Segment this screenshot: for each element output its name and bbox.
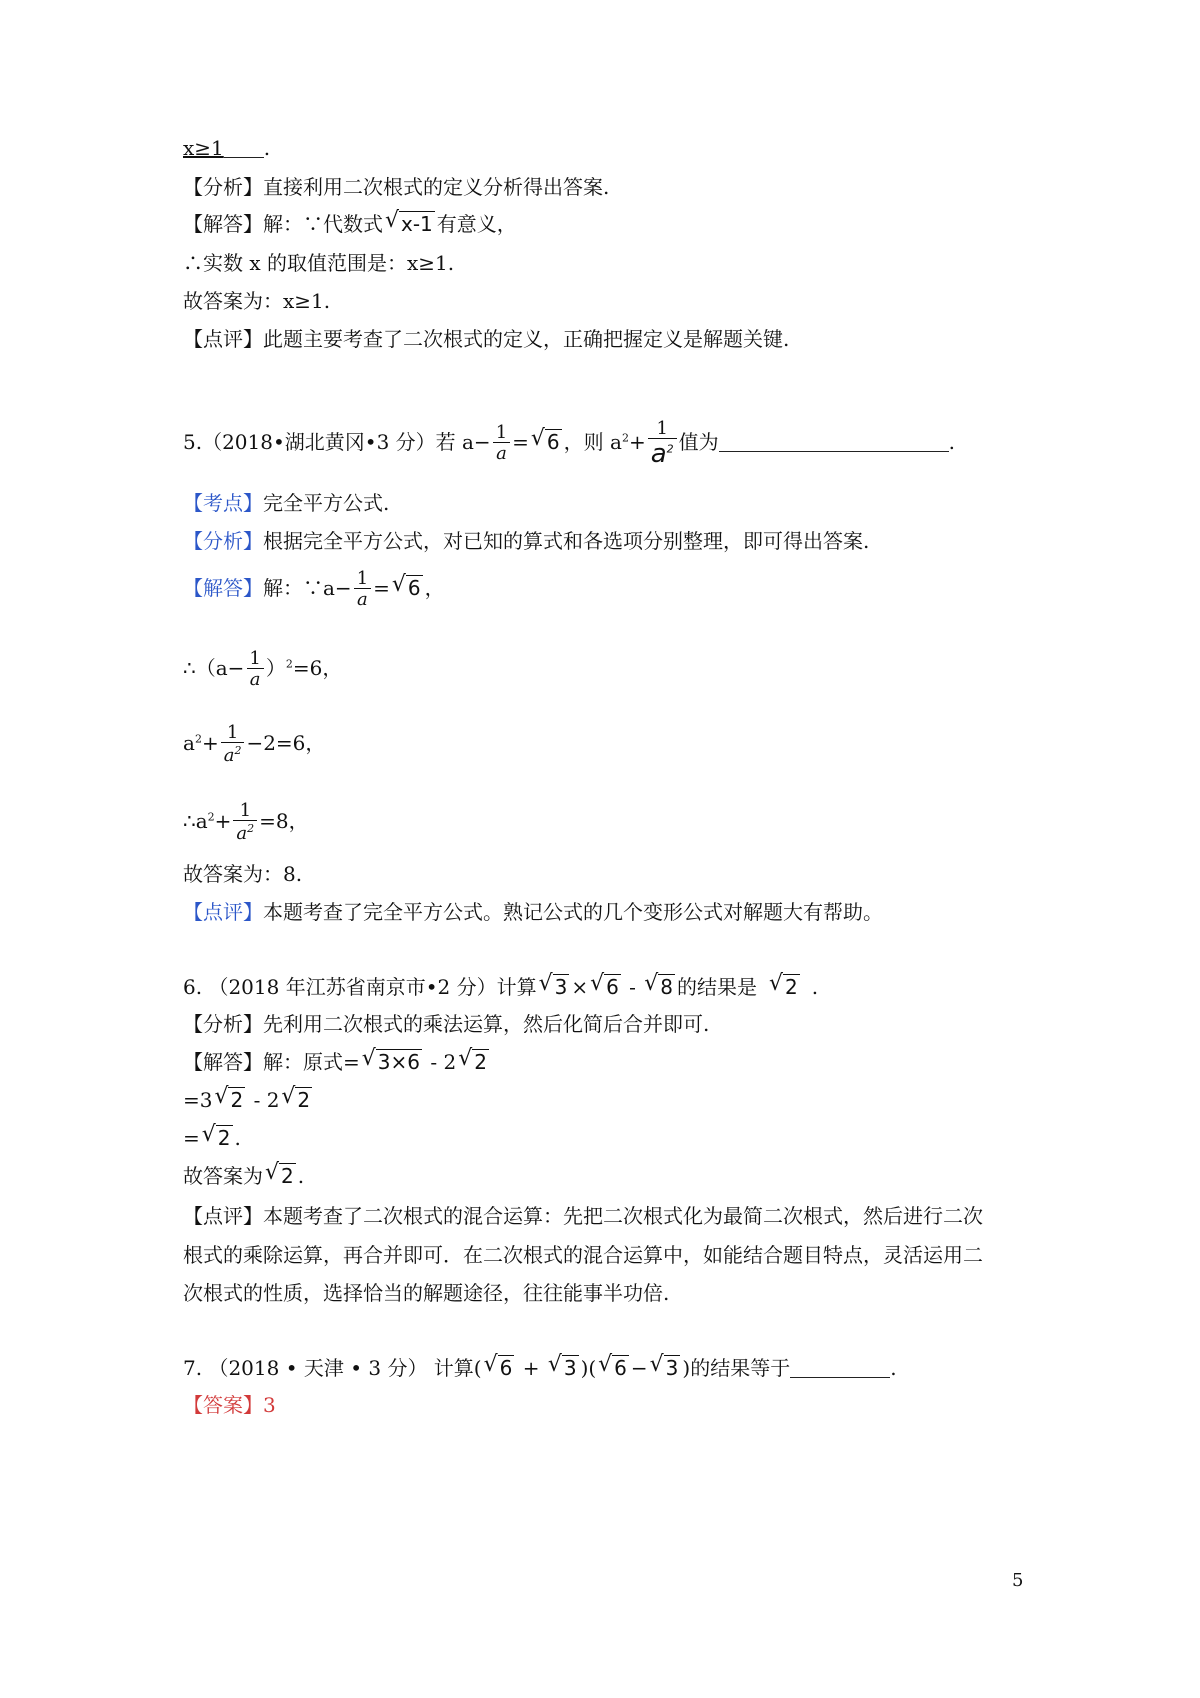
q4-solution (183, 210, 517, 238)
q6-question (183, 973, 818, 1001)
q5-sqrt (531, 428, 562, 456)
q5-rad: 6 (546, 430, 560, 454)
q5-frac (493, 424, 510, 463)
q7-sqrt-c (598, 1354, 629, 1382)
q5-answer: 故答案为：8. (183, 862, 303, 886)
q5-step3-densup: 2 (247, 822, 255, 835)
q4-analysis-tag: 【分析】 (183, 175, 263, 199)
q6-step1-rad: 2 (230, 1088, 244, 1112)
q5-step3 (183, 802, 309, 843)
q5-plus: + (628, 430, 646, 454)
q6-sol-mid: - 2 (423, 1050, 457, 1074)
q6-step1-sqrt (214, 1086, 245, 1114)
q5-blank (719, 431, 949, 452)
q6-step1-sqrt2 (281, 1086, 312, 1114)
q5-sol-sqrt (392, 574, 423, 602)
q7-rad-c: 6 (614, 1356, 627, 1380)
q5-step3-num: 1 (239, 800, 252, 821)
q5-analysis-text: 根据完全平方公式，对已知的算式和各选项分别整理，即可得出答案. (263, 529, 870, 553)
q6-answer-sqrt (769, 973, 800, 1001)
q7-rad-b: 3 (563, 1356, 577, 1380)
q5-step2-den: a (223, 745, 235, 766)
q6-answer-rad2: 2 (281, 1164, 294, 1188)
q5-sol-frac-den: a (354, 588, 371, 609)
q6-step1-a: =3 (183, 1088, 213, 1112)
q6-rad-c: 8 (660, 975, 674, 999)
q6-step2 (183, 1124, 241, 1152)
q4-sqrt (385, 210, 435, 238)
q6-comment-line2: 根式的乘除运算，再合并即可．在二次根式的混合运算中，如能结合题目特点，灵活运用二 (183, 1243, 983, 1267)
q5-step1-den: a (247, 668, 264, 689)
q6-sqrt-a (539, 973, 570, 1001)
q5-step2-frac (221, 724, 245, 765)
q5-solution-tag: 【解答】 (183, 576, 263, 600)
q5-step3-c: =8， (259, 809, 309, 833)
q7-answer-tag: 【答案】 (183, 1393, 263, 1417)
q5-step2-a: a (183, 731, 195, 755)
q7-blank (790, 1357, 890, 1378)
q6-step1 (183, 1086, 314, 1114)
q5-analysis (183, 527, 869, 555)
q4-solution-prefix: 解：∵代数式 (263, 212, 383, 236)
q6-answer-fill (757, 975, 812, 999)
q5-comment-tag: 【点评】 (183, 900, 263, 924)
q5-sol-eq: = (373, 576, 390, 600)
q5-step2-num: 1 (226, 722, 239, 743)
q7-question (183, 1354, 897, 1382)
q5-step1-num: 1 (249, 648, 261, 669)
q6-answer-rad: 2 (785, 975, 798, 999)
q5-step2-c: −2=6， (246, 731, 326, 755)
q5-step1-a: ∴（a− (183, 656, 245, 680)
q6-step2-rad: 2 (217, 1126, 231, 1150)
q6-answer2-sqrt (265, 1162, 296, 1190)
q6-sol-rad2: 2 (474, 1050, 487, 1074)
q5-sol-end: ， (424, 576, 445, 600)
q4-analysis-text: 直接利用二次根式的定义分析得出答案. (263, 175, 610, 199)
q6-solution (183, 1048, 491, 1076)
q6-end: . (811, 975, 819, 999)
q5-comment-text: 本题考查了完全平方公式。熟记公式的几个变形公式对解题大有帮助。 (263, 900, 883, 924)
q4-radicand: x-1 (401, 212, 433, 236)
q7-sqrt-b (548, 1354, 579, 1382)
q5-sol-frac (354, 570, 371, 609)
q5-frac2-den: a (650, 439, 667, 469)
q7-mid: )( (580, 1356, 597, 1380)
q5-step3-frac (233, 802, 257, 843)
q6-comment-text1: 本题考查了二次根式的混合运算：先把二次根式化为最简二次根式，然后进行二次 (263, 1204, 983, 1228)
q5-step1 (183, 650, 342, 689)
q6-sqrt-c (644, 973, 675, 1001)
q5-suffix: 值为 (678, 430, 719, 454)
q5-sol-rad: 6 (407, 576, 421, 600)
q4-comment (183, 325, 789, 353)
q6-solution-prefix: 解：原式= (263, 1050, 360, 1074)
q6-solution-tag: 【解答】 (183, 1050, 263, 1074)
q6-step2-sqrt (202, 1124, 233, 1152)
q5-point (183, 489, 389, 517)
q5-end: . (948, 430, 955, 454)
q5-frac2-sup: 2 (666, 442, 674, 456)
q6-sol-sqrt1 (362, 1048, 422, 1076)
q7-suffix: )的结果等于 (682, 1356, 791, 1380)
q5-solution-prefix: 解：∵a− (263, 576, 352, 600)
q5-step1-b: ） (265, 656, 286, 680)
q5-frac-den: a (493, 442, 510, 463)
q5-frac2-den-wrap (648, 438, 677, 467)
q6-comment-line1 (183, 1202, 983, 1230)
q7-sqrt-d (650, 1354, 681, 1382)
q5-step2-densup: 2 (234, 744, 242, 757)
q4-comment-tag: 【点评】 (183, 327, 263, 351)
q5-frac2 (648, 420, 677, 467)
q5-step3-sup: 2 (207, 810, 215, 824)
q5-point-text: 完全平方公式. (263, 491, 390, 515)
q4-solution-tag: 【解答】 (183, 212, 263, 236)
q4-solution-suffix: 有意义， (436, 212, 517, 236)
q5-step1-sup: 2 (285, 657, 293, 671)
q6-answer-end: . (297, 1164, 305, 1188)
q5-analysis-tag: 【分析】 (183, 529, 263, 553)
q5-solution (183, 570, 445, 609)
q6-comment-line3: 次根式的性质，选择恰当的解题途径，往往能事半功倍. (183, 1281, 670, 1305)
q4-line2: ∴实数 x 的取值范围是：x≥1. (183, 251, 455, 275)
q5-step2-den-wrap (221, 742, 245, 765)
q6-rad-b: 6 (606, 975, 619, 999)
q6-sol-rad1: 3×6 (377, 1050, 420, 1074)
q5-step2-b: + (201, 731, 219, 755)
q4-line3: 故答案为：x≥1. (183, 289, 331, 313)
q6-answer (183, 1162, 304, 1190)
q5-frac2-num: 1 (656, 418, 668, 439)
q5-step3-den-wrap (233, 820, 257, 843)
q7-answer-value: 3 (263, 1393, 276, 1417)
q5-eq: = (512, 430, 529, 454)
q6-answer-prefix: 故答案为 (183, 1164, 263, 1188)
q5-comment (183, 898, 883, 926)
q7-end: . (890, 1356, 897, 1380)
q4-comment-text: 此题主要考查了二次根式的定义，正确把握定义是解题关键. (263, 327, 790, 351)
q6-mid: 的结果是 (677, 975, 758, 999)
q5-step1-frac (246, 650, 263, 689)
q7-rad-d: 3 (665, 1356, 679, 1380)
q5-step3-b: + (214, 809, 232, 833)
q6-times: × (571, 975, 589, 999)
q4-end: . (263, 136, 271, 160)
q6-comment-tag: 【点评】 (183, 1204, 263, 1228)
q6-step1-b: - 2 (247, 1088, 280, 1112)
q6-analysis-text: 先利用二次根式的乘法运算，然后化简后合并即可. (263, 1012, 710, 1036)
q7-rad-a: 6 (499, 1356, 513, 1380)
q4-answer-fill: x≥1 (183, 136, 224, 160)
page-number: 5 (1012, 1570, 1024, 1591)
q4-answer-line (183, 134, 270, 162)
q6-minus: - (622, 975, 643, 999)
q7-prefix: 7. （2018 • 天津 • 3 分） 计算( (183, 1356, 482, 1380)
q6-step2-a: = (183, 1126, 200, 1150)
q5-point-tag: 【考点】 (183, 491, 263, 515)
q5-question (183, 420, 955, 467)
q5-sup: 2 (621, 431, 629, 445)
q5-step3-a: ∴a (183, 809, 208, 833)
q5-step2-sup: 2 (194, 732, 202, 746)
q5-step1-c: =6， (292, 656, 343, 680)
q5-step3-den: a (236, 823, 248, 844)
q6-step2-b: . (234, 1126, 241, 1150)
q6-sol-sqrt2 (458, 1048, 489, 1076)
q6-analysis (183, 1010, 709, 1038)
q6-analysis-tag: 【分析】 (183, 1012, 263, 1036)
q6-step1-rad2: 2 (297, 1088, 311, 1112)
q5-step2 (183, 724, 325, 765)
q5-mid: ，则 a (563, 430, 622, 454)
q6-rad-a: 3 (554, 975, 568, 999)
q4-analysis (183, 173, 609, 201)
q5-sol-frac-num: 1 (356, 568, 369, 589)
q7-plus: + (516, 1356, 546, 1380)
q4-answer-blank (224, 137, 264, 158)
q6-sqrt-b (590, 973, 621, 1001)
q7-answer (183, 1391, 276, 1419)
q7-minus: − (630, 1356, 648, 1380)
q7-sqrt-a (484, 1354, 515, 1382)
q5-frac-num: 1 (495, 422, 508, 443)
q6-prefix: 6. （2018 年江苏省南京市•2 分）计算 (183, 975, 537, 999)
q5-prefix: 5.（2018•湖北黄冈•3 分）若 a− (183, 430, 491, 454)
